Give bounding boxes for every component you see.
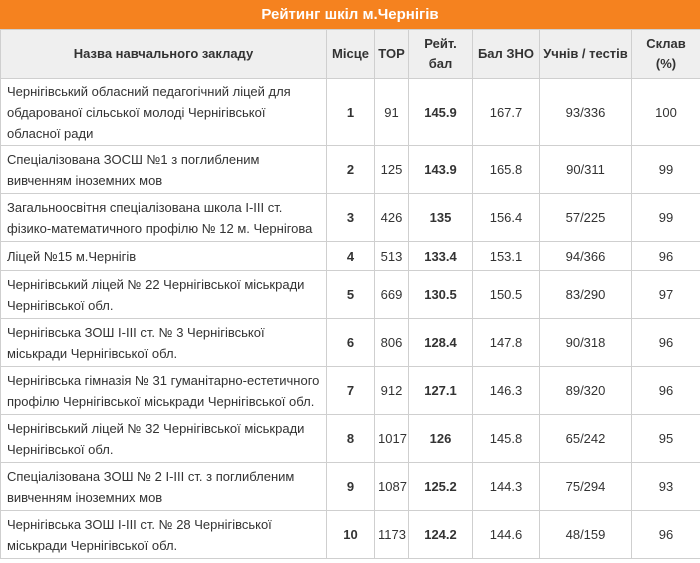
composition-cell: 99 <box>632 146 700 194</box>
students-cell: 93/336 <box>540 79 632 146</box>
top-cell: 669 <box>375 271 409 319</box>
students-cell: 75/294 <box>540 463 632 511</box>
zno-cell: 153.1 <box>473 242 540 271</box>
rating-cell: 127.1 <box>409 367 473 415</box>
zno-cell: 146.3 <box>473 367 540 415</box>
table-row <box>1 146 700 194</box>
rating-cell: 130.5 <box>409 271 473 319</box>
top-cell: 1087 <box>375 463 409 511</box>
place-cell: 8 <box>327 415 375 463</box>
students-cell: 94/366 <box>540 242 632 271</box>
top-cell: 91 <box>375 79 409 146</box>
rating-cell: 124.2 <box>409 511 473 559</box>
rating-cell: 143.9 <box>409 146 473 194</box>
students-cell: 89/320 <box>540 367 632 415</box>
top-cell: 1173 <box>375 511 409 559</box>
place-cell: 4 <box>327 242 375 271</box>
table-row <box>1 271 700 319</box>
header-composition: Склав (%) <box>632 30 700 79</box>
students-cell: 48/159 <box>540 511 632 559</box>
students-cell: 90/318 <box>540 319 632 367</box>
students-cell: 57/225 <box>540 194 632 242</box>
school-rating-table <box>0 29 700 559</box>
header-row <box>1 30 700 79</box>
composition-cell: 96 <box>632 367 700 415</box>
composition-cell: 96 <box>632 242 700 271</box>
zno-cell: 156.4 <box>473 194 540 242</box>
school-name: Ліцей №15 м.Чернігів <box>1 242 327 271</box>
composition-cell: 96 <box>632 319 700 367</box>
zno-cell: 144.3 <box>473 463 540 511</box>
place-cell: 1 <box>327 79 375 146</box>
composition-cell: 93 <box>632 463 700 511</box>
zno-cell: 165.8 <box>473 146 540 194</box>
table-row <box>1 367 700 415</box>
composition-cell: 100 <box>632 79 700 146</box>
school-name: Чернігівська гімназія № 31 гуманітарно-естетичного профілю Чернігівської міськради Чернігівської обл. <box>1 367 327 415</box>
zno-cell: 150.5 <box>473 271 540 319</box>
zno-cell: 145.8 <box>473 415 540 463</box>
top-cell: 513 <box>375 242 409 271</box>
header-students: Учнів / тестів <box>540 30 632 79</box>
place-cell: 7 <box>327 367 375 415</box>
place-cell: 10 <box>327 511 375 559</box>
rating-cell: 145.9 <box>409 79 473 146</box>
zno-cell: 147.8 <box>473 319 540 367</box>
composition-cell: 97 <box>632 271 700 319</box>
table-row <box>1 415 700 463</box>
place-cell: 6 <box>327 319 375 367</box>
table-row <box>1 194 700 242</box>
rating-cell: 135 <box>409 194 473 242</box>
table-title: Рейтинг шкіл м.Чернігів <box>0 0 700 29</box>
rating-cell: 133.4 <box>409 242 473 271</box>
composition-cell: 96 <box>632 511 700 559</box>
header-place: Місце <box>327 30 375 79</box>
top-cell: 125 <box>375 146 409 194</box>
table-row <box>1 511 700 559</box>
table-row <box>1 319 700 367</box>
zno-cell: 144.6 <box>473 511 540 559</box>
students-cell: 83/290 <box>540 271 632 319</box>
school-name: Спеціалізована ЗОСШ №1 з поглибленим вивченням іноземних мов <box>1 146 327 194</box>
place-cell: 5 <box>327 271 375 319</box>
table-row <box>1 79 700 146</box>
students-cell: 90/311 <box>540 146 632 194</box>
place-cell: 2 <box>327 146 375 194</box>
rating-cell: 128.4 <box>409 319 473 367</box>
top-cell: 426 <box>375 194 409 242</box>
school-name: Чернігівська ЗОШ І-ІІІ ст. № 28 Чернігівської міськради Чернігівської обл. <box>1 511 327 559</box>
header-top: TOP <box>375 30 409 79</box>
place-cell: 3 <box>327 194 375 242</box>
school-name: Загальноосвітня спеціалізована школа І-ІІІ ст. фізико-математичного профілю № 12 м. Чернігова <box>1 194 327 242</box>
rating-cell: 125.2 <box>409 463 473 511</box>
school-name: Чернігівська ЗОШ І-ІІІ ст. № 3 Чернігівської міськради Чернігівської обл. <box>1 319 327 367</box>
zno-cell: 167.7 <box>473 79 540 146</box>
place-cell: 9 <box>327 463 375 511</box>
school-name: Чернігівський ліцей № 22 Чернігівської міськради Чернігівської обл. <box>1 271 327 319</box>
header-zno: Бал ЗНО <box>473 30 540 79</box>
table-row <box>1 463 700 511</box>
table-row <box>1 242 700 271</box>
top-cell: 806 <box>375 319 409 367</box>
top-cell: 1017 <box>375 415 409 463</box>
school-name: Спеціалізована ЗОШ № 2 І-ІІІ ст. з поглибленим вивченням іноземних мов <box>1 463 327 511</box>
school-name: Чернігівський обласний педагогічний ліцей для обдарованої сільської молоді Чернігівської обласної ради <box>1 79 327 146</box>
rating-cell: 126 <box>409 415 473 463</box>
top-cell: 912 <box>375 367 409 415</box>
composition-cell: 95 <box>632 415 700 463</box>
school-name: Чернігівський ліцей № 32 Чернігівської міськради Чернігівської обл. <box>1 415 327 463</box>
composition-cell: 99 <box>632 194 700 242</box>
header-name: Назва навчального закладу <box>1 30 327 79</box>
students-cell: 65/242 <box>540 415 632 463</box>
header-rating: Рейт. бал <box>409 30 473 79</box>
